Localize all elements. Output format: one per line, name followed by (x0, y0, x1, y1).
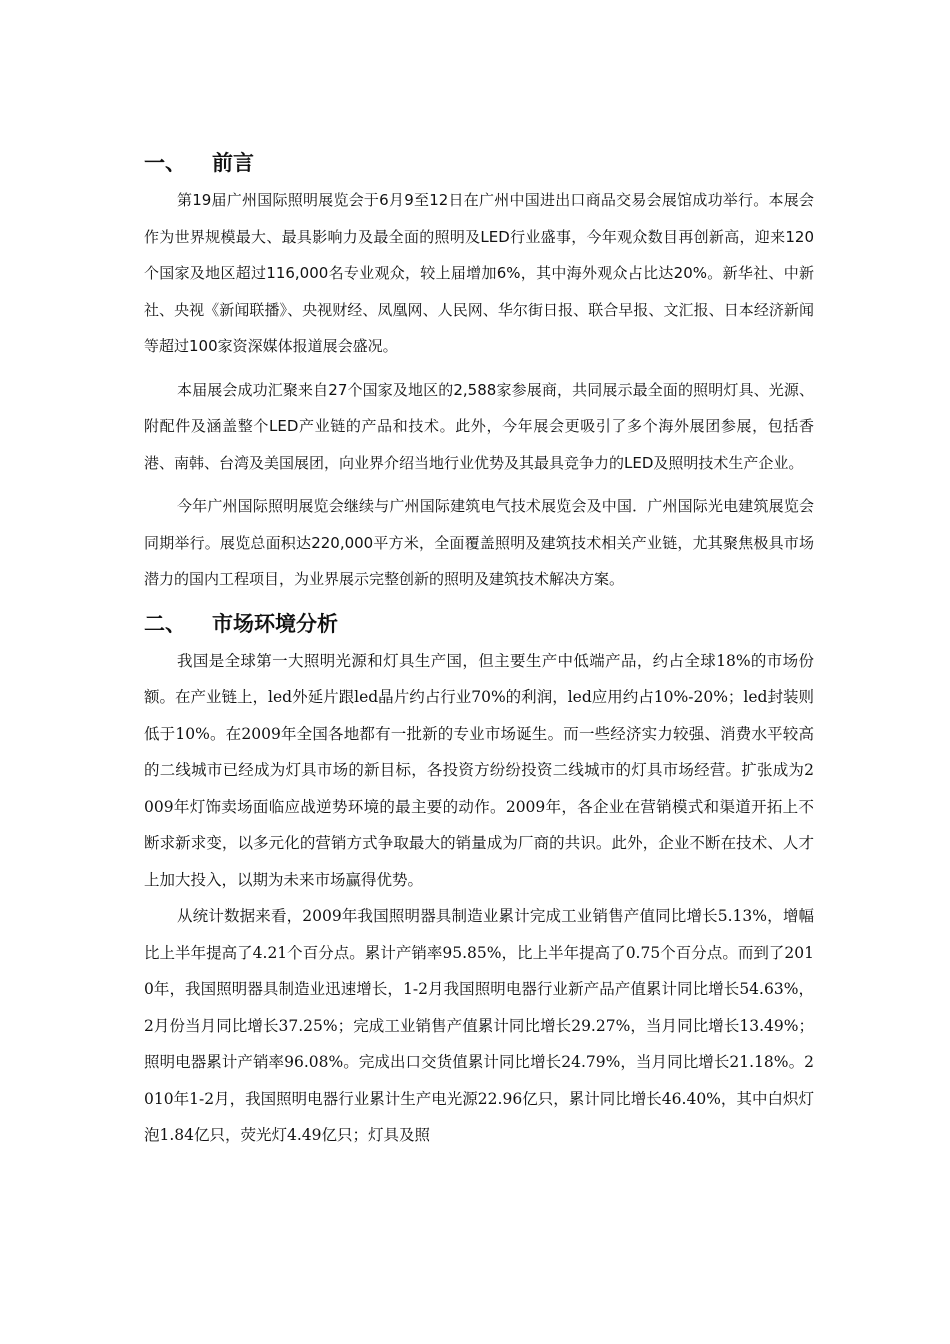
paragraph: 我国是全球第一大照明光源和灯具生产国，但主要生产中低端产品，约占全球18%的市场份额。在产业链上，led外延片跟led晶片约占行业70%的利润，led应用约占10%-20%；led封装则低于10%。在2009年全国各地都有一批新的专业市场诞生。而一些经济实力较强、消费水平较高的二线城市已经成为灯具市场的新目标，各投资方纷纷投资二线城市的灯具市场经营。扩张成为2009年灯饰卖场面临应战逆势环境的最主要的动作。2009年，各企业在营销模式和渠道开拓上不断求新求变，以多元化的营销方式争取最大的销量成为厂商的共识。此外，企业不断在技术、人才上加大投入，以期为未来市场赢得优势。 (144, 651, 814, 889)
section-title: 前言 (212, 151, 254, 175)
paragraph: 今年广州国际照明展览会继续与广州国际建筑电气技术展览会及中国．广州国际光电建筑展览会同期举行。展览总面积达220,000平方米，全面覆盖照明及建筑技术相关产业链，尤其聚焦极具市场潜力的国内工程项目，为业界展示完整创新的照明及建筑技术解决方案。 (144, 497, 814, 588)
section-heading (144, 605, 814, 643)
section-title: 市场环境分析 (212, 611, 338, 636)
section-market-analysis (144, 605, 814, 1154)
document-body (144, 144, 814, 1154)
paragraph: 本届展会成功汇聚来自27个国家及地区的2,588家参展商，共同展示最全面的照明灯具、光源、附配件及涵盖整个LED产业链的产品和技术。此外，今年展会更吸引了多个海外展团参展，包括香港、南韩、台湾及美国展团，向业界介绍当地行业优势及其最具竞争力的LED及照明技术生产企业。 (144, 380, 814, 472)
paragraph: 从统计数据来看，2009年我国照明器具制造业累计完成工业销售产值同比增长5.13%，增幅比上半年提高了4.21个百分点。累计产销率95.85%，比上半年提高了0.75个百分点。而到了2010年，我国照明器具制造业迅速增长，1-2月我国照明电器行业新产品产值累计同比增长54.63%，2月份当月同比增长37.25%；完成工业销售产值累计同比增长29.27%，当月同比增长13.49%；照明电器累计产销率96.08%。完成出口交货值累计同比增长24.79%，当月同比增长21.18%。2010年1-2月，我国照明电器行业累计生产电光源22.96亿只，累计同比增长46.40%，其中白炽灯泡1.84亿只，荧光灯4.49亿只；灯具及照 (144, 907, 814, 1144)
section-heading (144, 144, 814, 182)
section-preface (144, 144, 814, 598)
section-number: 二、 (144, 611, 186, 636)
paragraph: 第19届广州国际照明展览会于6月9至12日在广州中国进出口商品交易会展馆成功举行。本展会作为世界规模最大、最具影响力及最全面的照明及LED行业盛事，今年观众数目再创新高，迎来120个国家及地区超过116,000名专业观众，较上届增加6%，其中海外观众占比达20%。新华社、中新社、央视《新闻联播》、央视财经、凤凰网、人民网、华尔街日报、联合早报、文汇报、日本经济新闻等超过100家资深媒体报道展会盛况。 (144, 191, 814, 355)
section-number: 一、 (144, 151, 186, 175)
